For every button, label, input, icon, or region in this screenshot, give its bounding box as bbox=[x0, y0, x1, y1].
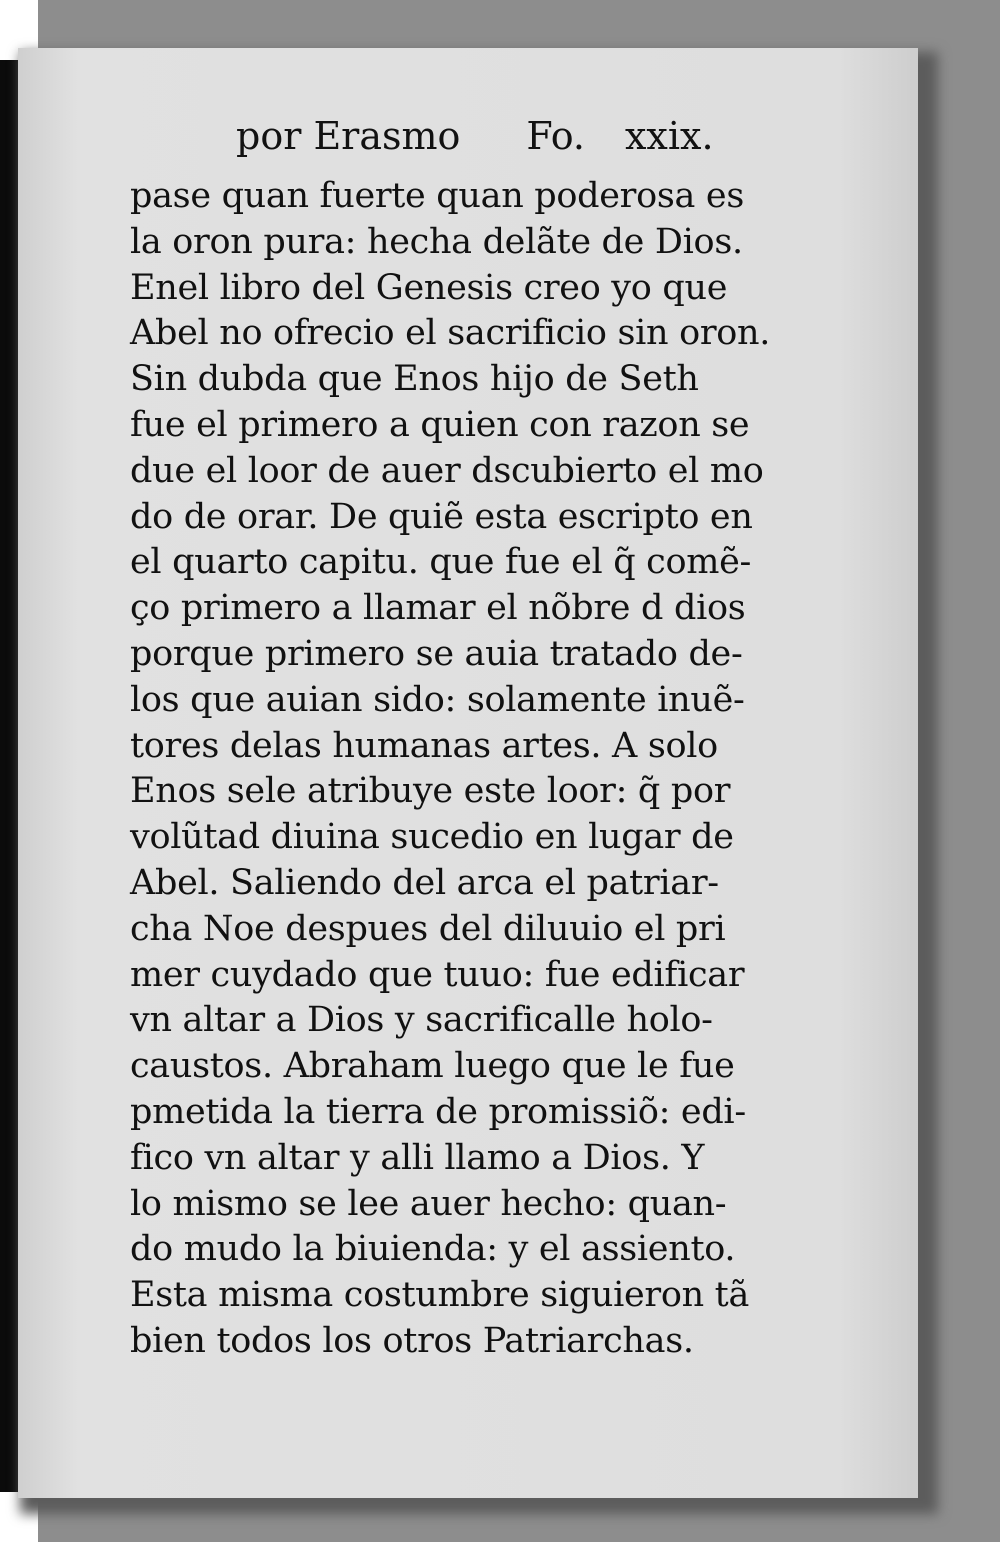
text-line: Esta misma costumbre siguieron tã bbox=[130, 1275, 750, 1316]
text-line: pmetida la tierra de promissiõ: edi- bbox=[130, 1091, 746, 1132]
text-line: los que auian sido: solamente inuẽ- bbox=[130, 679, 745, 720]
text-line: porque primero se auia tratado de- bbox=[130, 633, 743, 674]
text-line: bien todos los otros Patriarchas. bbox=[130, 1320, 694, 1361]
text-line: ço primero a llamar el nõbre d dios bbox=[130, 588, 746, 629]
running-title: por Erasmo bbox=[236, 114, 461, 158]
text-line: cha Noe despues del diluuio el pri bbox=[130, 908, 726, 949]
text-line: volũtad diuina sucedio en lugar de bbox=[130, 817, 734, 858]
text-line: lo mismo se lee auer hecho: quan- bbox=[130, 1183, 727, 1224]
text-line: la oron pura: hecha delãte de Dios. bbox=[130, 221, 743, 262]
text-line: Abel. Saliendo del arca el patriar- bbox=[130, 862, 719, 903]
folio-number: xxix. bbox=[625, 114, 714, 158]
text-line: el quarto capitu. que fue el q̃ comẽ- bbox=[130, 542, 752, 583]
text-line: Sin dubda que Enos hijo de Seth bbox=[130, 359, 699, 400]
text-line: Enel libro del Genesis creo yo que bbox=[130, 267, 728, 308]
text-line: caustos. Abraham luego que le fue bbox=[130, 1046, 735, 1087]
text-line: due el loor de auer dscubierto el mo bbox=[130, 450, 764, 491]
text-line: mer cuydado que tuuo: fue edificar bbox=[130, 954, 745, 995]
text-line: fue el primero a quien con razon se bbox=[130, 404, 750, 445]
text-block bbox=[130, 174, 790, 1365]
book-page bbox=[18, 48, 918, 1498]
folio-label: Fo. bbox=[526, 114, 585, 158]
text-line: do mudo la biuienda: y el assiento. bbox=[130, 1229, 736, 1270]
text-line: vn altar a Dios y sacrificalle holo- bbox=[130, 1000, 713, 1041]
text-line: fico vn altar y alli llamo a Dios. Y bbox=[130, 1137, 705, 1178]
running-head bbox=[136, 114, 776, 174]
text-line: do de orar. De quiẽ esta escripto en bbox=[130, 496, 753, 537]
text-line: tores delas humanas artes. A solo bbox=[130, 725, 718, 766]
text-line: Enos sele atribuye este loor: q̃ por bbox=[130, 771, 731, 812]
text-line: Abel no ofrecio el sacrificio sin oron. bbox=[130, 313, 771, 354]
text-line: pase quan fuerte quan poderosa es bbox=[130, 176, 744, 216]
